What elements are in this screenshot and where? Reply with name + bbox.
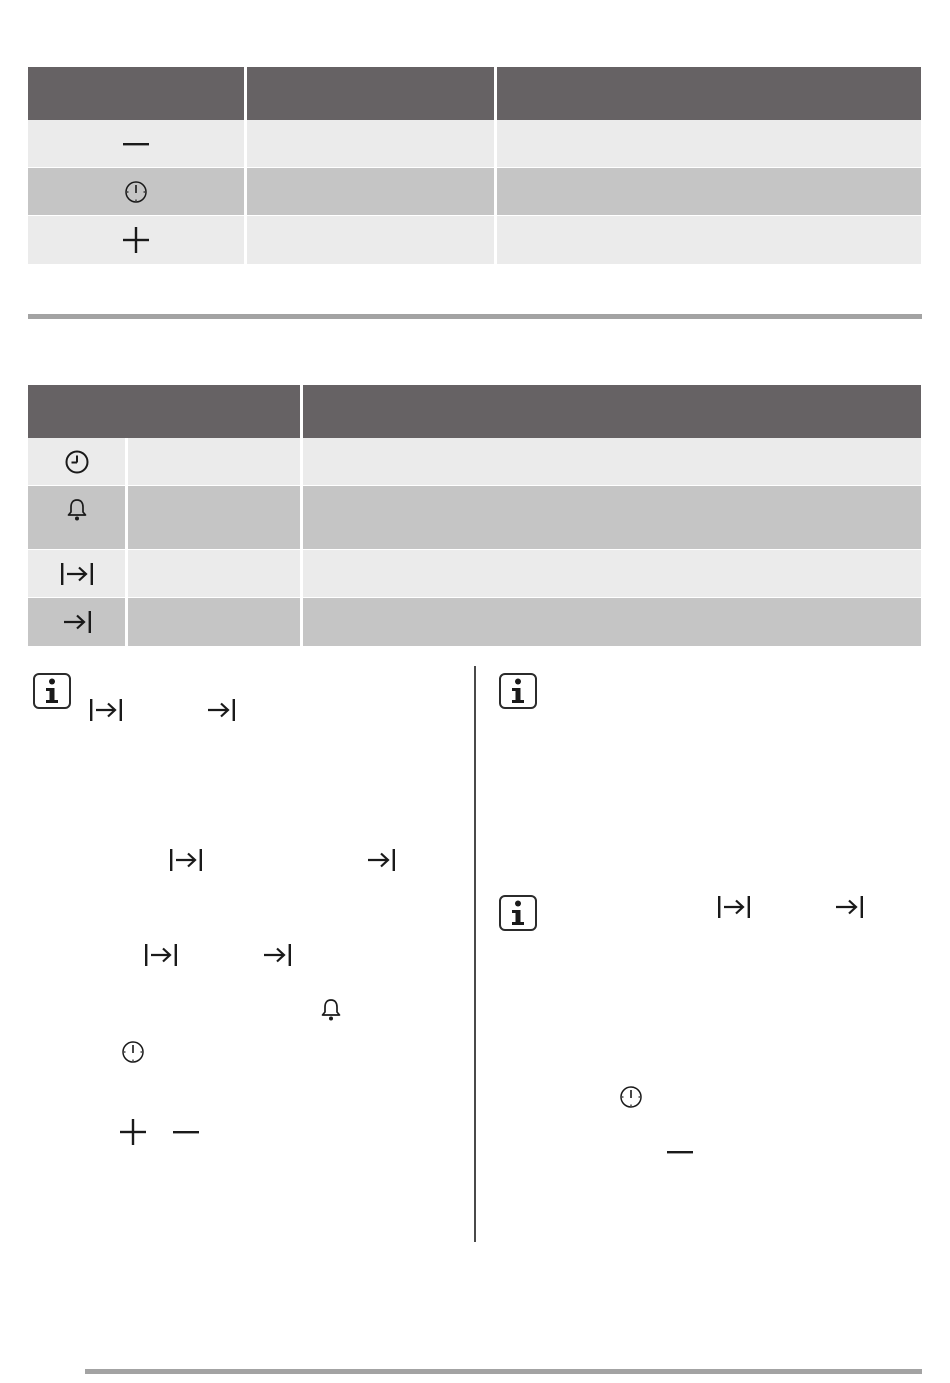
table-icon-cell [28,598,128,646]
table-cell [497,120,921,168]
display-indicator-table [28,385,921,646]
section-divider [28,314,922,319]
table-icon-cell [28,168,247,216]
table-cell [247,168,497,216]
footer-rule [85,1369,922,1374]
bell-icon [66,498,88,522]
table-header-cell [303,385,921,438]
table-cell [247,216,497,264]
table-cell [303,438,921,486]
table-cell [128,486,303,550]
table-cell [128,438,303,486]
table-cell [247,120,497,168]
bell-icon [320,998,342,1022]
end-time-icon [206,698,236,722]
minus-icon [667,1150,693,1154]
table-icon-cell [28,216,247,264]
table-header-cell [247,67,497,120]
minus-icon [123,142,149,146]
table-cell [497,216,921,264]
countdown-clock-icon [64,449,90,475]
table-cell [128,550,303,598]
minus-icon [173,1130,199,1134]
table-cell [128,598,303,646]
table-cell [497,168,921,216]
plus-icon [120,1119,146,1145]
end-time-icon [262,943,292,967]
table-cell [303,486,921,550]
table-header-cell [497,67,921,120]
clock-icon [121,1040,145,1064]
table-cell [303,598,921,646]
info-icon [499,673,537,709]
table-icon-cell [28,438,128,486]
table-icon-cell [28,120,247,168]
table-header-cell [28,67,247,120]
plus-icon [123,227,149,253]
table-cell [303,550,921,598]
duration-icon [144,943,178,967]
duration-icon [717,895,751,919]
table-icon-cell [28,486,128,550]
clock-icon [124,180,148,204]
column-divider [474,666,476,1242]
table-icon-cell [28,550,128,598]
clock-icon [619,1085,643,1109]
table-header-cell [28,385,303,438]
end-time-icon [366,848,396,872]
duration-icon [169,848,203,872]
duration-icon [60,562,94,586]
info-icon [499,895,537,931]
end-time-icon [62,610,92,634]
duration-icon [89,698,123,722]
info-icon [33,673,71,709]
function-table [28,67,921,264]
end-time-icon [834,895,864,919]
